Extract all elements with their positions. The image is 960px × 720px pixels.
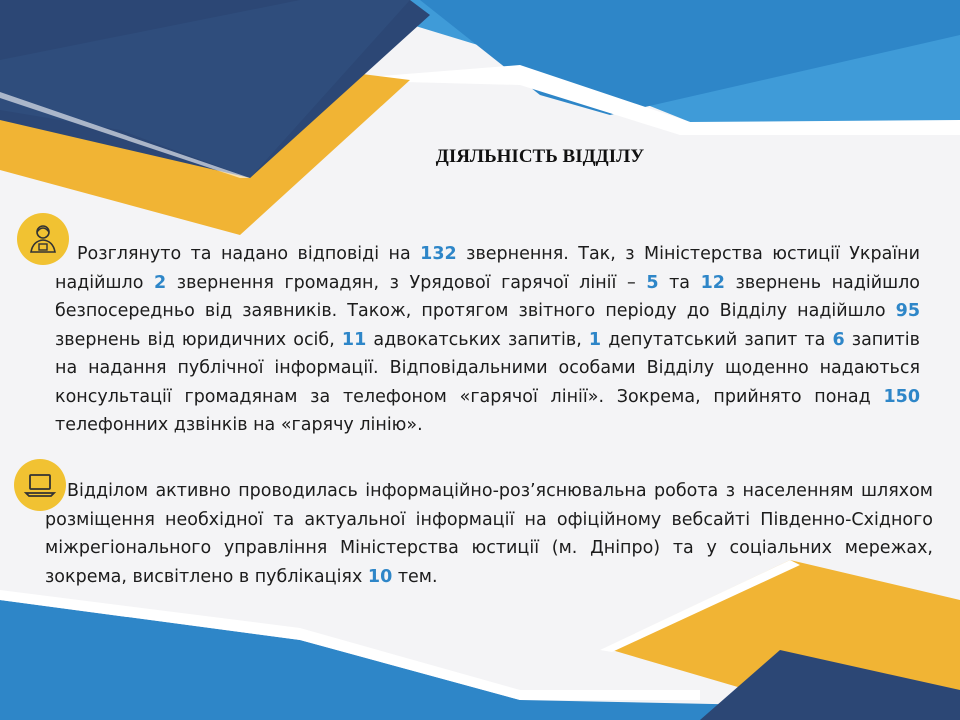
page-title: ДІЯЛЬНІСТЬ ВІДДІЛУ (435, 146, 645, 167)
paragraph-appeals: Розглянуто та надано відповіді на 132 звернення. Так, з Міністерства юстиції України надійшло 2 звернення громадян, з Урядової гарячої лінії – 5 та 12 звернень надійшло безпосередньо від заявників. Також, протягом звітного періоду до Відділу надійшло 95 звернень від юридичних осіб, 11 адвокатських запитів, 1 депутатський запит та 6 запитів на надання публічної інформації. Відповідальними особами Відділу щоденно надаються консультації громадянам за телефоном «гарячої лінії». Зокрема, прийнято понад 150 телефонних дзвінків на «гарячу лінію». (55, 244, 921, 435)
paragraph-outreach: Відділом активно проводилась інформаційно-роз’яснювальна робота з населенням шляхом розміщення необхідної та актуальної інформації на офіційному вебсайті Південно-Східного міжрегіонального управління Міністерства юстиції (м. Дніпро) та у соціальних мережах, зокрема, висвітлено в публікаціях 10 тем. (45, 481, 933, 587)
